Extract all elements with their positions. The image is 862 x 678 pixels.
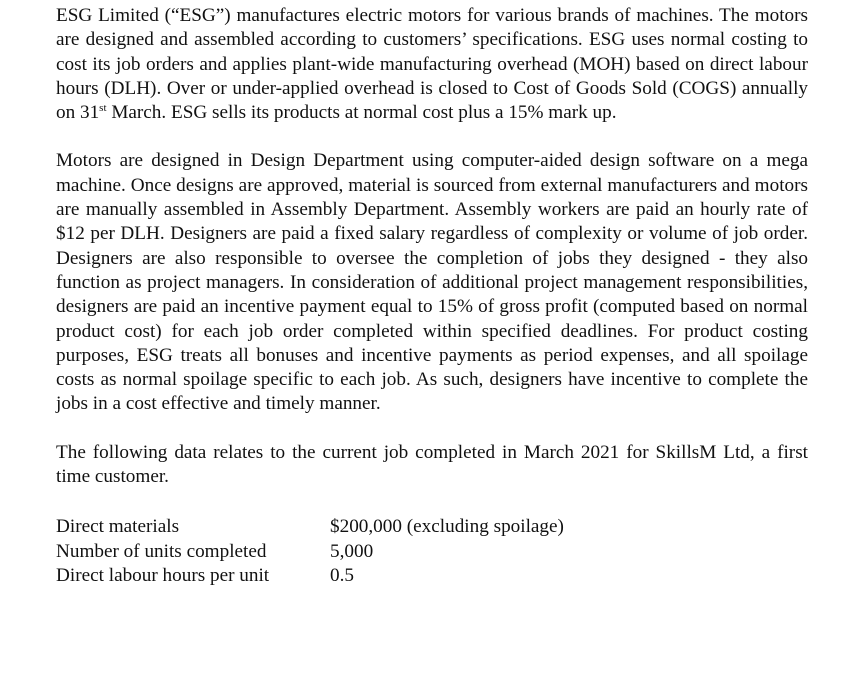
job-data-intro-paragraph: The following data relates to the current job completed in March 2021 for SkillsM Ltd, a first time customer. (56, 441, 808, 488)
process-paragraph: Motors are designed in Design Department using computer-aided design software on a mega machine. Once designs are approved, material is sourced from external manufacturers and motors are manually assembled in Assembly Department. Assembly workers are paid an hourly rate of $12 per DLH. Designers are paid a fixed salary regardless of complexity or volume of job order. Designers are also responsible to oversee the completion of jobs they designed - they also function as project managers. In consideration of additional project management responsibilities, designers are paid an incentive payment equal to 15% of gross profit (computed based on normal product cost) for each job order completed within specified deadlines. For product costing purposes, ESG treats all bonuses and incentive payments as period expenses, and all spoilage costs as normal spoilage specific to each job. As such, designers have incentive to complete the jobs in a cost effective and timely manner. (56, 150, 808, 415)
row-value: $200,000 (excluding spoilage) (330, 516, 564, 538)
table-row (56, 540, 564, 564)
intro-text: ESG Limited (“ESG”) manufactures electric motors for various brands of machines. The motors are designed and assembled according to customers’ specifications. ESG uses normal costing to cost its job orders and applies plant-wide manufacturing overhead (MOH) based on direct labour hours (DLH). Over or under-applied overhead is closed to Cost of Goods Sold (COGS) annually on 31 (56, 5, 808, 124)
job-data-table (56, 515, 564, 588)
row-label: Direct materials (56, 516, 180, 538)
table-row (56, 564, 564, 588)
ordinal-suffix: st (99, 102, 107, 115)
row-value: 0.5 (330, 564, 354, 586)
row-label: Direct labour hours per unit (56, 564, 270, 586)
document-page (56, 4, 808, 588)
intro-text-end: March. ESG sells its products at normal cost plus a 15% mark up. (106, 102, 617, 124)
row-label: Number of units completed (56, 540, 267, 562)
row-value: 5,000 (330, 540, 374, 562)
intro-paragraph (56, 4, 808, 125)
table-row (56, 515, 564, 539)
